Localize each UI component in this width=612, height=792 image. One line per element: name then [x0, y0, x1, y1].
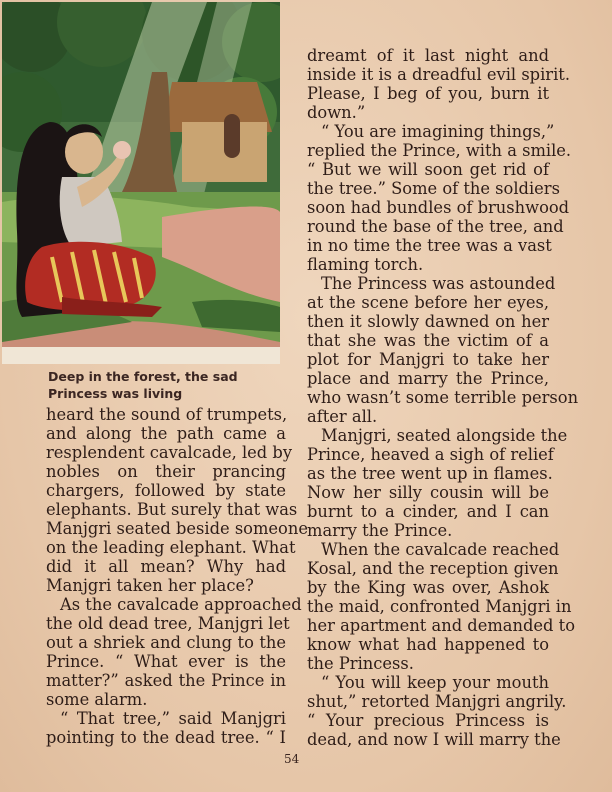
- text-line: Prince. “ What ever is the: [46, 652, 286, 671]
- text-line: As the cavalcade approached: [60, 595, 302, 614]
- text-line: shut,” retorted Manjgri angrily.: [307, 692, 567, 711]
- text-line: in no time the tree was a vast: [307, 236, 552, 255]
- text-line: round the base of the tree, and: [307, 217, 564, 236]
- text-line: on the leading elephant. What: [46, 538, 296, 557]
- text-line: matter?” asked the Prince in: [46, 671, 286, 690]
- text-line: and along the path came a: [46, 424, 286, 443]
- text-line: her apartment and demanded to: [307, 616, 575, 635]
- text-line: “ You are imagining things,”: [321, 122, 555, 141]
- text-line: Please, I beg of you, burn it: [307, 84, 549, 103]
- text-line: the maid, confronted Manjgri in: [307, 597, 572, 616]
- text-line: the Princess.: [307, 654, 414, 673]
- text-line: Now her silly cousin will be: [307, 483, 549, 502]
- text-line: Prince, heaved a sigh of relief: [307, 445, 554, 464]
- text-line: at the scene before her eyes,: [307, 293, 549, 312]
- text-line: flaming torch.: [307, 255, 424, 274]
- text-line: “ But we will soon get rid of: [307, 160, 549, 179]
- text-line: “ Your precious Princess is: [307, 711, 549, 730]
- text-line: know what had happened to: [307, 635, 549, 654]
- text-line: replied the Prince, with a smile.: [307, 141, 572, 160]
- text-line: that she was the victim of a: [307, 331, 549, 350]
- text-line: inside it is a dreadful evil spirit.: [307, 65, 571, 84]
- text-line: did it all mean? Why had: [46, 557, 286, 576]
- text-line: nobles on their prancing: [46, 462, 286, 481]
- text-line: the old dead tree, Manjgri let: [46, 614, 290, 633]
- text-line: some alarm.: [46, 690, 148, 709]
- text-line: the tree.” Some of the soldiers: [307, 179, 560, 198]
- page-number: 54: [284, 752, 300, 766]
- text-line: pointing to the dead tree. “ I: [46, 728, 286, 747]
- text-line: Manjgri taken her place?: [46, 576, 254, 595]
- text-line: Kosal, and the reception given: [307, 559, 559, 578]
- text-line: “ That tree,” said Manjgri: [60, 709, 286, 728]
- text-line: by the King was over, Ashok: [307, 578, 549, 597]
- caption-line: Deep in the forest, the sad: [48, 369, 238, 384]
- left-text-column: [46, 405, 308, 747]
- right-text-column: [307, 46, 579, 749]
- text-line: When the cavalcade reached: [321, 540, 560, 559]
- text-line: down.”: [307, 103, 366, 122]
- text-line: as the tree went up in flames.: [307, 464, 553, 483]
- text-line: The Princess was astounded: [321, 274, 556, 293]
- text-line: heard the sound of trumpets,: [46, 405, 288, 424]
- text-line: dreamt of it last night and: [307, 46, 549, 65]
- text-line: marry the Prince.: [307, 521, 453, 540]
- text-line: dead, and now I will marry the: [307, 730, 561, 749]
- text-line: place and marry the Prince,: [307, 369, 549, 388]
- text-line: resplendent cavalcade, led by: [46, 443, 293, 462]
- text-line: out a shriek and clung to the: [46, 633, 286, 652]
- text-line: who wasn’t some terrible person: [307, 388, 579, 407]
- text-line: soon had bundles of brushwood: [307, 198, 570, 217]
- story-illustration: [2, 2, 280, 364]
- text-line: then it slowly dawned on her: [307, 312, 549, 331]
- text-line: chargers, followed by state: [46, 481, 286, 500]
- princess-forest-illustration: [2, 2, 280, 364]
- caption-line: Princess was living: [48, 386, 183, 401]
- text-line: elephants. But surely that was: [46, 500, 298, 519]
- text-line: plot for Manjgri to take her: [307, 350, 549, 369]
- text-line: Manjgri seated beside someone: [46, 519, 308, 538]
- text-line: Manjgri, seated alongside the: [321, 426, 568, 445]
- text-line: “ You will keep your mouth: [321, 673, 549, 692]
- illustration-caption: [48, 368, 278, 402]
- text-line: burnt to a cinder, and I can: [307, 502, 549, 521]
- text-line: after all.: [307, 407, 378, 426]
